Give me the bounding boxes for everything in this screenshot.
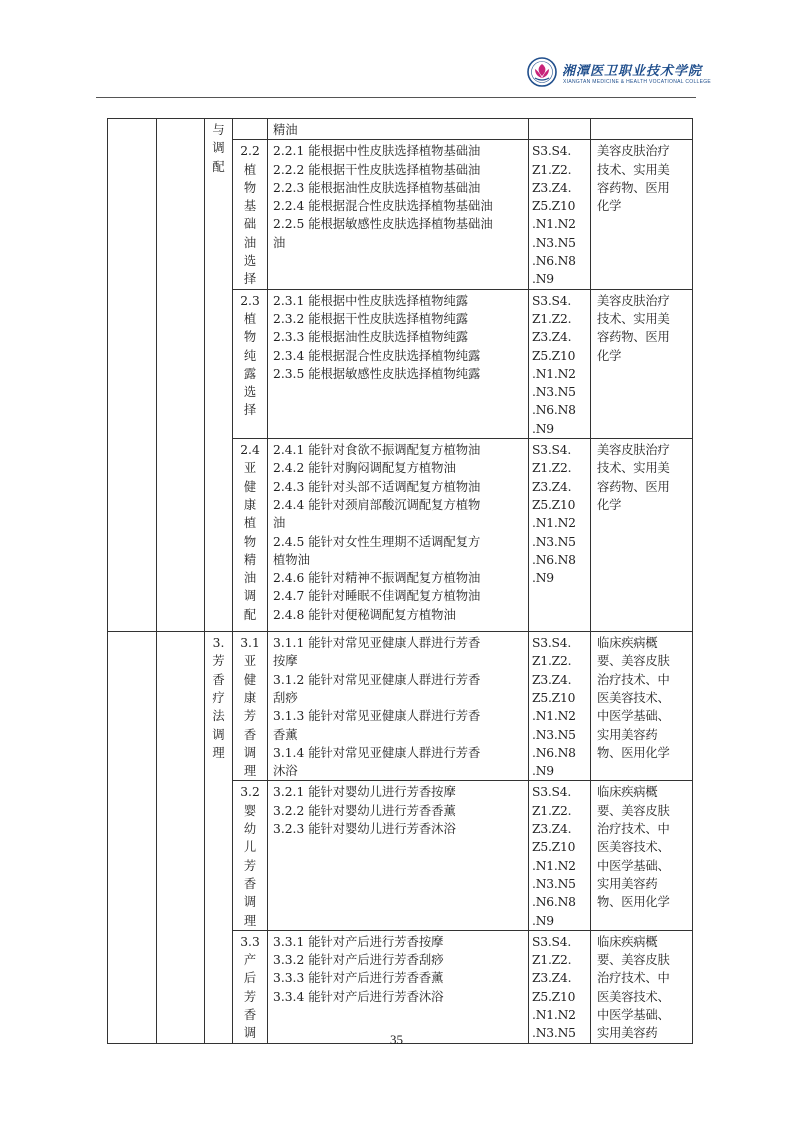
school-name-en: XIANGTAN MEDICINE & HEALTH VOCATIONAL COLLEGE: [563, 79, 712, 85]
code-cell: S3.S4. Z1.Z2. Z3.Z4. Z5.Z10 .N1.N2 .N3.N5 .N6.N8 .N9: [529, 289, 591, 438]
unit-cell: 3.2 婴 幼 儿 芳 香 调 理: [233, 781, 268, 930]
unit-cell: 2.4 亚 健 康 植 物 精 油 调 配: [233, 439, 268, 632]
school-logo-icon: [527, 57, 557, 87]
code-cell: S3.S4. Z1.Z2. Z3.Z4. Z5.Z10 .N1.N2 .N3.N5 .N6.N8 .N9: [529, 439, 591, 632]
header-divider: [96, 97, 696, 98]
unit-cell: 2.2 植 物 基 础 油 选 择: [233, 140, 268, 289]
course-cell: 临床疾病概 要、美容皮肤 治疗技术、中 医美容技术、 中医学基础、 实用美容药: [591, 930, 693, 1043]
school-name: 湘潭医卫职业技术学院: [562, 64, 703, 79]
course-cell: 美容皮肤治疗 技术、实用美 容药物、医用 化学: [591, 289, 693, 438]
code-cell: S3.S4. Z1.Z2. Z3.Z4. Z5.Z10 .N1.N2 .N3.N5 .N6.N8 .N9: [529, 140, 591, 289]
unit-cell-empty: [233, 119, 268, 140]
code-cell: S3.S4. Z1.Z2. Z3.Z4. Z5.Z10 .N1.N2 .N3.N5 .N6.N8 .N9: [529, 781, 591, 930]
course-cell: 美容皮肤治疗 技术、实用美 容药物、医用 化学: [591, 140, 693, 289]
unit-cell: 2.3 植 物 纯 露 选 择: [233, 289, 268, 438]
unit-cell: 3.3 产 后 芳 香 调: [233, 930, 268, 1043]
blank-cell-2: [157, 119, 205, 632]
table-row: [108, 119, 693, 140]
item-cell: 2.3.1 能根据中性皮肤选择植物纯露 2.3.2 能根据干性皮肤选择植物纯露 2.3.3 能根据油性皮肤选择植物纯露 2.3.4 能根据混合性皮肤选择植物纯露 2.3.5 能根据敏感性皮肤选择植物纯露: [268, 289, 529, 438]
curriculum-table: [107, 118, 693, 1044]
unit-cell: 3.1 亚 健 康 芳 香 调 理: [233, 632, 268, 781]
blank-cell-2: [157, 632, 205, 1044]
item-cell: 精油: [268, 119, 529, 140]
table-row: [108, 632, 693, 781]
module-cell-3: 3. 芳 香 疗 法 调 理: [205, 632, 233, 1044]
blank-cell-1: [108, 119, 157, 632]
course-cell: 临床疾病概 要、美容皮肤 治疗技术、中 医美容技术、 中医学基础、 实用美容药 物、医用化学: [591, 632, 693, 781]
code-cell-empty: [529, 119, 591, 140]
module-cell-2: 与 调 配: [205, 119, 233, 632]
blank-cell-1: [108, 632, 157, 1044]
course-cell-empty: [591, 119, 693, 140]
item-cell: 3.2.1 能针对婴幼儿进行芳香按摩 3.2.2 能针对婴幼儿进行芳香香薰 3.2.3 能针对婴幼儿进行芳香沐浴: [268, 781, 529, 930]
item-cell: 3.3.1 能针对产后进行芳香按摩 3.3.2 能针对产后进行芳香刮痧 3.3.3 能针对产后进行芳香香薰 3.3.4 能针对产后进行芳香沐浴: [268, 930, 529, 1043]
page-number: 35: [390, 1032, 403, 1047]
item-cell: 2.4.1 能针对食欲不振调配复方植物油 2.4.2 能针对胸闷调配复方植物油 2.4.3 能针对头部不适调配复方植物油 2.4.4 能针对颈肩部酸沉调配复方植物 油 2.4.5 能针对女性生理期不适调配复方 植物油 2.4.6 能针对精神不振调配复方植物油 2.4.7 能针对睡眠不佳调配复方植物油 2.4.8 能针对便秘调配复方植物油: [268, 439, 529, 632]
item-cell: 3.1.1 能针对常见亚健康人群进行芳香 按摩 3.1.2 能针对常见亚健康人群进行芳香 刮痧 3.1.3 能针对常见亚健康人群进行芳香 香薰 3.1.4 能针对常见亚健康人群进行芳香 沐浴: [268, 632, 529, 781]
item-cell: 2.2.1 能根据中性皮肤选择植物基础油 2.2.2 能根据干性皮肤选择植物基础油 2.2.3 能根据油性皮肤选择植物基础油 2.2.4 能根据混合性皮肤选择植物基础油 2.2.5 能根据敏感性皮肤选择植物基础油 油: [268, 140, 529, 289]
course-cell: 美容皮肤治疗 技术、实用美 容药物、医用 化学: [591, 439, 693, 632]
code-cell: S3.S4. Z1.Z2. Z3.Z4. Z5.Z10 .N1.N2 .N3.N5 .N6.N8 .N9: [529, 632, 591, 781]
code-cell: S3.S4. Z1.Z2. Z3.Z4. Z5.Z10 .N1.N2 .N3.N5: [529, 930, 591, 1043]
course-cell: 临床疾病概 要、美容皮肤 治疗技术、中 医美容技术、 中医学基础、 实用美容药 物、医用化学: [591, 781, 693, 930]
